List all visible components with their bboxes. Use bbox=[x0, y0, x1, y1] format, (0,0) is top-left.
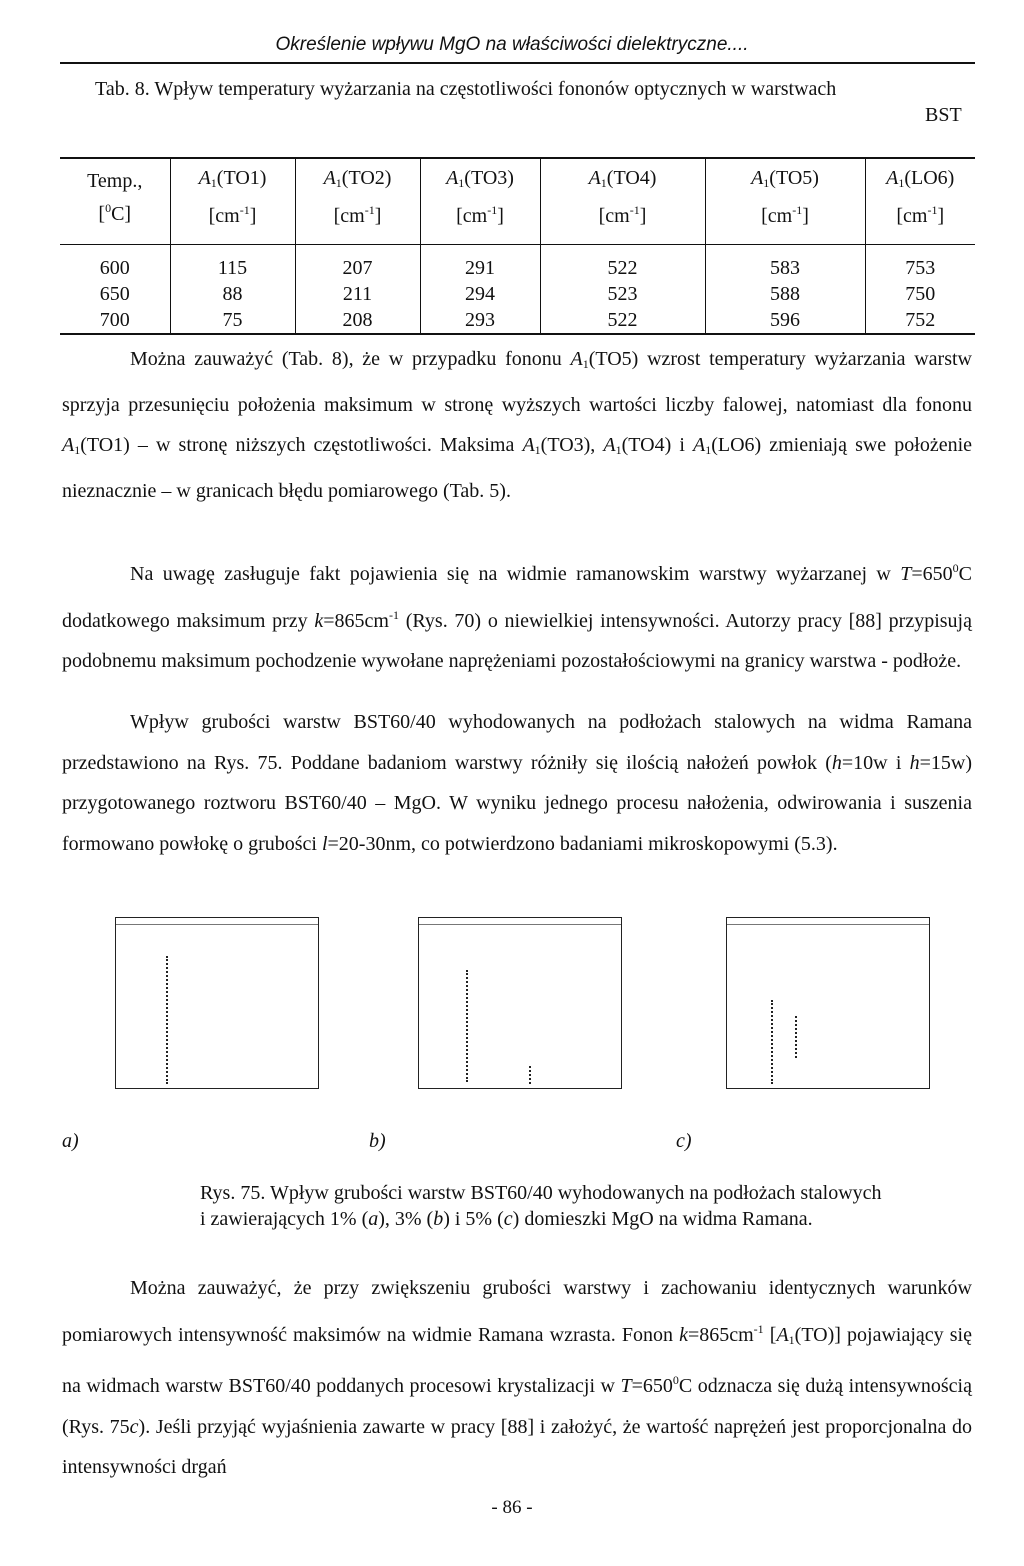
table-cell: 583 bbox=[705, 245, 865, 282]
table-cell: 588 bbox=[705, 281, 865, 307]
table-row bbox=[60, 281, 975, 307]
table-cell: 650 bbox=[60, 281, 170, 307]
table-cell: 753 bbox=[905, 257, 936, 279]
table-cell: 115 bbox=[170, 245, 295, 282]
header-a1-to2: $A_1(TO2)$ $[cm^{-1}]$ bbox=[295, 158, 420, 245]
table-cell: 596 bbox=[705, 307, 865, 334]
phonon-frequency-table bbox=[60, 157, 975, 335]
raman-spectrum-b bbox=[418, 917, 622, 1089]
figure-caption: Rys. 75. Wpływ grubości warstw BST60/40 wyhodowanych na podłożach stalowych i zawierających 1% (a), 3% (b) i 5% (c) domieszki MgO na widma Ramana. bbox=[200, 1182, 882, 1230]
paragraph-1: Można zauważyć (Tab. 8), że w przypadku fononu $A_1(TO5)$ wzrost temperatury wyżarzania warstw sprzyja przesunięciu położenia maksimum w stronę wyższych wartości liczby falowej, natomiast dla fononu $A_1(TO1)$ – w stronę niższych częstotliwości. Maksima $A_1(TO3)$, $A_1(TO4)$ i $A_1(LO6)$ zmieniają swe położenie nieznacznie – w granicach błędu pomiarowego (Tab. 5). bbox=[62, 348, 973, 502]
paragraph-3: Wpływ grubości warstw BST60/40 wyhodowanych na podłożach stalowych na widma Ramana przedstawiono na Rys. 75. Poddane badaniom warstwy różniły się ilością nałożeń powłok (h=10w i h=15w) przygotowanego roztworu BST60/40 – MgO. W wyniku jednego procesu nałożenia, odwirowania i suszenia formowano powłokę o grubości l=20-30nm, co potwierdzono badaniami mikroskopowymi (5.3). bbox=[62, 711, 972, 855]
header-temp: Temp., [$^0$C] bbox=[60, 158, 170, 245]
running-header: Określenie wpływu MgO na właściwości dielektryczne.... bbox=[275, 34, 749, 55]
table-cell: 700 bbox=[60, 307, 170, 334]
spectrum-peak bbox=[771, 1000, 773, 1084]
table-cell: 600 bbox=[60, 245, 170, 282]
table-cell: 294 bbox=[420, 281, 540, 307]
table-caption: Tab. 8. Wpływ temperatury wyżarzania na częstotliwości fononów optycznych w warstwach bbox=[95, 78, 837, 100]
table-row bbox=[60, 245, 975, 282]
header-a1-to1: $A_1(TO1)$ $[cm^{-1}]$ bbox=[170, 158, 295, 245]
paragraph-2: Na uwagę zasługuje fakt pojawienia się na widmie ramanowskim warstwy wyżarzanej w $T=650^0C$ dodatkowego maksimum przy $k=865cm^{-1}$ (Rys. 70) o niewielkiej intensywności. Autorzy pracy [88] przypisują podobnemu maksimum pochodzenie wywołane naprężeniami pozostałościowymi na granicy warstwa - podłoże. bbox=[62, 561, 972, 672]
spectrum-peak bbox=[795, 1016, 797, 1058]
table-caption-cont: BST bbox=[925, 104, 962, 126]
table-cell: 752 bbox=[865, 307, 975, 334]
table-header-row bbox=[60, 158, 975, 245]
table-cell: 522 bbox=[540, 307, 705, 334]
table-row bbox=[60, 307, 975, 334]
table-cell: 75 bbox=[170, 307, 295, 334]
raman-spectrum-a bbox=[115, 917, 319, 1089]
table-cell: 207 bbox=[295, 245, 420, 282]
table-cell: 88 bbox=[170, 281, 295, 307]
spectrum-peak bbox=[529, 1066, 531, 1084]
table-cell: 750 bbox=[905, 283, 936, 305]
figure-label-a: a) bbox=[62, 1130, 79, 1152]
header-a1-to3: $A_1(TO3)$ $[cm^{-1}]$ bbox=[420, 158, 540, 245]
spectrum-peak bbox=[166, 956, 168, 1084]
table-cell: 523 bbox=[540, 281, 705, 307]
raman-spectrum-c bbox=[726, 917, 930, 1089]
header-a1-to5: $A_1(TO5)$ $[cm^{-1}]$ bbox=[705, 158, 865, 245]
figure-label-c: c) bbox=[676, 1130, 692, 1152]
table-cell: 291 bbox=[420, 245, 540, 282]
table-cell: 293 bbox=[420, 307, 540, 334]
table-cell: 522 bbox=[540, 245, 705, 282]
header-rule bbox=[60, 62, 975, 64]
table-cell: 208 bbox=[295, 307, 420, 334]
paragraph-4: Można zauważyć, że przy zwiększeniu grubości warstwy i zachowaniu identycznych warunków pomiarowych intensywność maksimów na widmie Ramana wzrasta. Fonon $k=865cm^{-1}$ $[A_1(TO)]$ pojawiający się na widmach warstw BST60/40 poddanych procesowi krystalizacji w $T=650^0C$ odznacza się dużą intensywnością (Rys. 75c). Jeśli przyjąć wyjaśnienia zawarte w pracy [88] i założyć, że wartość naprężeń jest proporcjonalna do intensywności drgań bbox=[62, 1277, 973, 1478]
header-a1-lo6: $A_1(LO6)$ $[cm^{-1}]$ bbox=[865, 158, 975, 245]
figure-label-b: b) bbox=[369, 1130, 386, 1152]
header-a1-to4: $A_1(TO4)$ $[cm^{-1}]$ bbox=[540, 158, 705, 245]
page-number: - 86 - bbox=[491, 1497, 533, 1518]
spectrum-peak bbox=[466, 970, 468, 1082]
table-cell: 211 bbox=[295, 281, 420, 307]
